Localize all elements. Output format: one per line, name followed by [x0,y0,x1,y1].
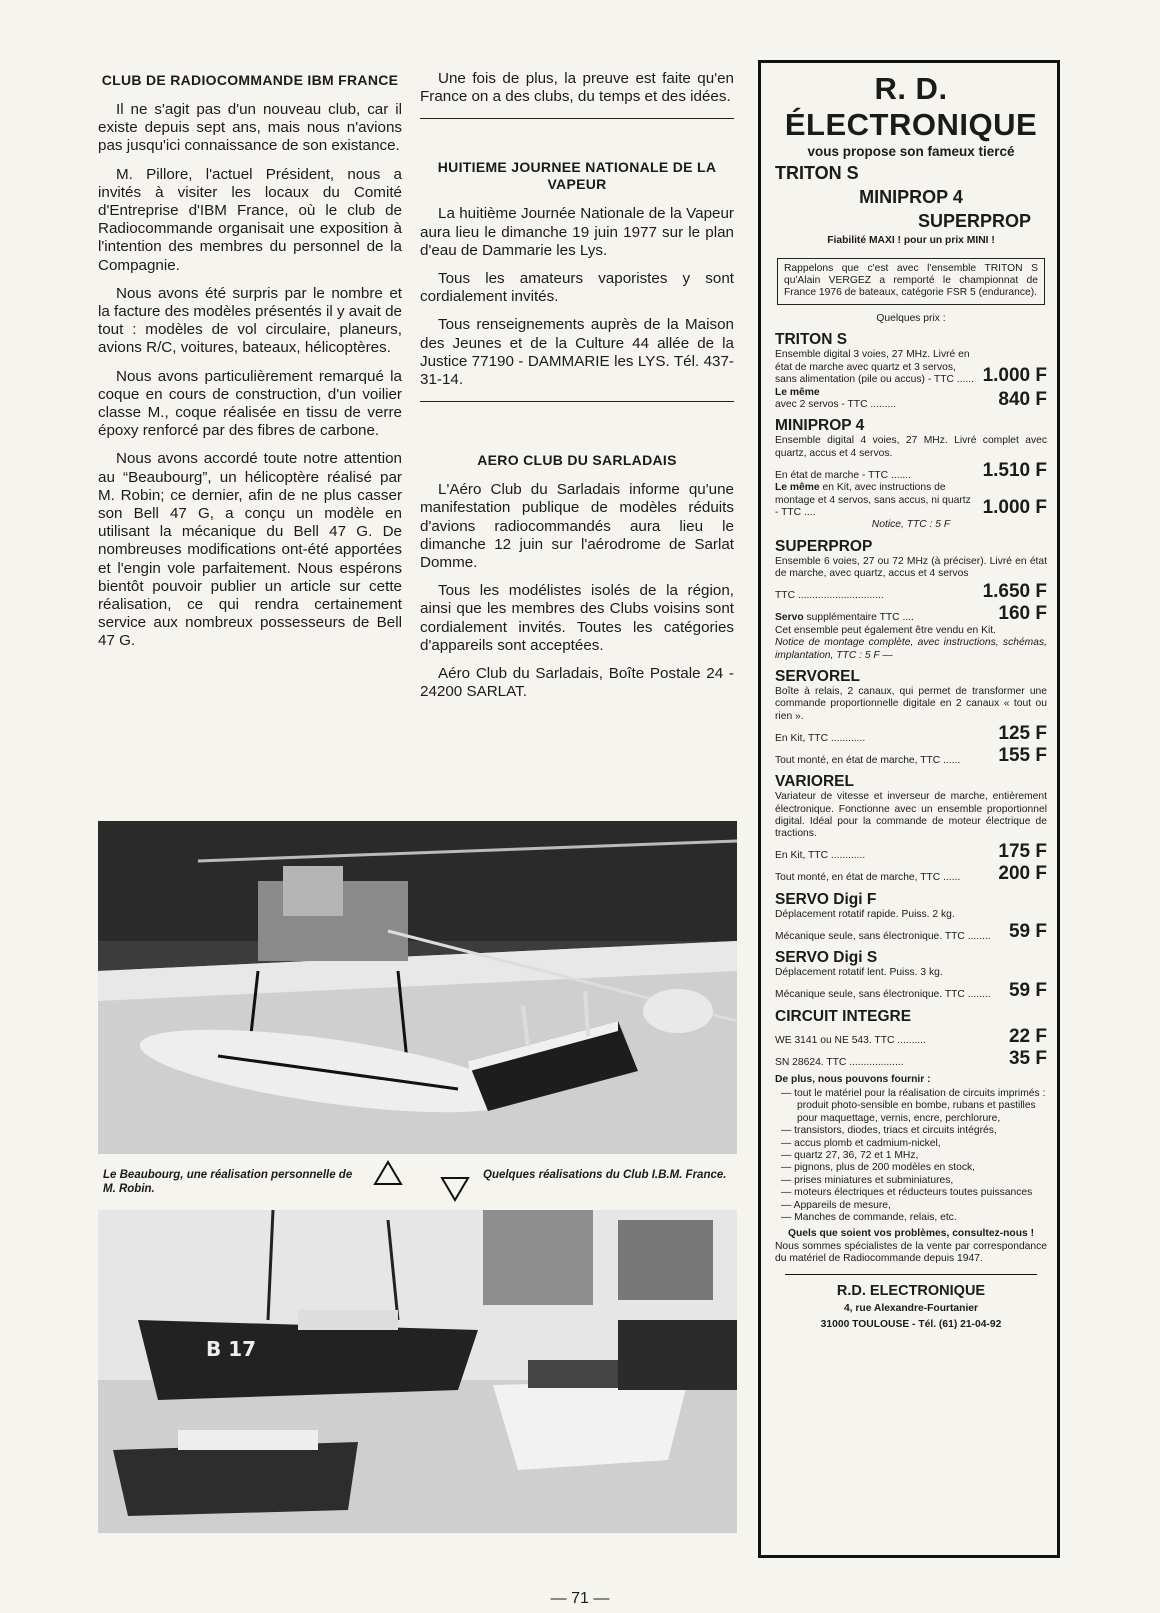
paragraph: Nous avons accordé toute notre attention au “Beaubourg”, un hélicoptère réalisé par M. Robin; ce dernier, afin de ne plus casser son Bell 47 G, a conçu un modèle en utilisant la mécanique du Bell 47 G. De nombreuses modifications ont-été apportées et l'engin vole parfaitement. Nous espérons bientôt pouvoir publier un article sur cette réalisation, ce qui rendra certainement service aux nombreux possesseurs de Bell 47 G. [98,450,402,650]
price-label: En Kit, TTC ............ [775,732,866,744]
extras-item: — Appareils de mesure, [781,1199,891,1211]
price-label: En état de marche - TTC ....... [775,469,912,481]
article-ibm-club [98,72,402,661]
price-value: 59 F [1008,979,1047,1001]
extras-item: — Manches de commande, relais, etc. [781,1212,957,1224]
price-value: 1.000 F [982,497,1047,519]
price-value: 1.000 F [982,364,1047,386]
price-row [775,482,1047,519]
product-servorel: SERVOREL [775,667,860,685]
notice-line: Notice, TTC : 5 F [871,519,951,531]
price-value: 35 F [1008,1047,1047,1069]
price-value: 125 F [998,723,1047,745]
product-servo-digi-s: SERVO Digi S [775,949,878,967]
heading-vapeur: HUITIEME JOURNEE NATIONALE DE LA VAPEUR [437,159,717,193]
product-superprop: SUPERPROP [775,537,873,555]
specialists-line: Nous sommes spécialistes de la vente par correspondance du matériel de Radiocommande depuis 1947. [775,1240,1047,1265]
paragraph: La huitième Journée Nationale de la Vapeur aura lieu le dimanche 19 juin 1977 sur le plan d'eau de Dammarie les Lys. [420,205,734,259]
product-description: Déplacement rotatif rapide. Puiss. 2 kg. [775,908,955,920]
price-label: Mécanique seule, sans électronique. TTC ........ [775,930,991,942]
prices-label: Quelques prix : [876,312,946,324]
price-row [775,723,1047,745]
championship-box: Rappelons que c'est avec l'ensemble TRITON S qu'Alain VERGEZ a remporté le championnat de France 1976 de bateaux, catégorie FSR 5 (endurance). [777,258,1045,305]
product-description: Ensemble digital 4 voies, 27 MHz. Livré complet avec quartz, accus et 4 servos. [775,435,1047,459]
price-label-bold: Le même [775,386,820,398]
paragraph: Nous avons été surpris par le nombre et la facture des modèles présentés il y avait de tout : modèles de vol circulaire, planeurs, avions R/C, voitures, bateaux, hélicoptères. [98,284,402,357]
page-number: — 71 — [550,1590,610,1607]
price-label: SN 28624. TTC ................... [775,1057,904,1069]
paragraph: Tous les modélistes isolés de la région, ainsi que les membres des Clubs voisins sont cordialement invités. Toutes les catégories d'appareils sont acceptées. [420,582,734,654]
price-row [775,745,1047,767]
price-row [775,863,1047,885]
price-value: 200 F [998,862,1047,884]
column-news [420,70,734,711]
price-label [775,482,977,519]
price-row [775,980,1047,1002]
trio-item-1: TRITON S [775,163,859,183]
ad-slogan: Fiabilité MAXI ! pour un prix MINI ! [827,235,995,246]
product-triton: TRITON S [775,331,848,349]
product-variorel: VARIOREL [775,773,854,791]
extras-heading: De plus, nous pouvons fournir : [775,1073,931,1085]
heading-ibm-club: CLUB DE RADIOCOMMANDE IBM FRANCE [101,72,399,88]
product-description: Boîte à relais, 2 canaux, qui permet de transformer une commande proportionnelle digitale en 2 canaux « tout ou rien ». [775,685,1047,722]
extras-item: — moteurs électriques et réducteurs toutes puissances [781,1187,1033,1199]
ad-subtitle: vous propose son fameux tiercé [807,144,1015,159]
footer-company-name: R.D. ELECTRONIQUE [836,1282,986,1299]
photo-beaubourg-helicopter [98,821,737,1154]
price-value: 840 F [998,389,1047,411]
product-note: Cet ensemble peut également être vendu en Kit. [775,624,996,636]
extras-item: — pignons, plus de 200 modèles en stock, [781,1162,976,1174]
price-value: 1.650 F [982,580,1047,602]
paragraph: Il ne s'agit pas d'un nouveau club, car il existe depuis sept ans, mais nous n'avions pas jusqu'ici connaissance de son existance. [98,101,402,155]
paragraph: M. Pillore, l'actuel Président, nous a invités à visiter les locaux du Comité d'Entreprise d'IBM France, où le club de Radiocommande organisait une exposition à l'intention des membres du personnel de la Compagnie. [98,165,402,274]
paragraph: Tous les amateurs vaporistes y sont cordialement invités. [420,270,734,306]
divider [785,1274,1037,1275]
product-description: Ensemble 6 voies, 27 ou 72 MHz (à préciser). Livré en état de marche, avec quartz, accus et 4 servos [775,555,1047,580]
price-row [775,387,1047,412]
price-label: En Kit, TTC ............ [775,850,866,862]
price-label-rest: supplémentaire TTC .... [806,612,914,624]
price-label: Ensemble digital 3 voies, 27 MHz. Livré en état de marche avec quartz et 3 servos, sans alimentation (pile ou accus) - TTC ...... [775,349,974,386]
price-label-rest: avec 2 servos - TTC ......... [775,399,897,411]
price-label: WE 3141 ou NE 543. TTC .......... [775,1035,926,1047]
price-label-rest: en Kit, avec instructions de montage et 4 servos, sans accus, ni quartz - TTC .... [775,482,971,519]
divider [420,118,734,119]
price-value: 160 F [998,602,1047,624]
extras-list [775,1088,1047,1224]
caption-photo-1: Le Beaubourg, une réalisation personnelle de M. Robin. [103,1169,353,1195]
paragraph: Aéro Club du Sarladais, Boîte Postale 24 - 24200 SARLAT. [420,665,734,701]
price-label-bold: Servo [775,612,804,624]
product-description: Déplacement rotatif lent. Puiss. 3 kg. [775,967,943,979]
helicopter-illustration [98,821,737,1154]
price-row [775,349,1047,386]
price-label [775,387,992,412]
product-circuit-integre: CIRCUIT INTEGRE [775,1007,912,1025]
price-row [775,581,1047,603]
problems-line: Quels que soient vos problèmes, consultez-nous ! [787,1228,1035,1240]
price-value: 1.510 F [982,460,1047,482]
boat-number-label: B 17 [206,1337,257,1361]
heading-aero-club: AERO CLUB DU SARLADAIS [477,452,677,469]
trio-item-3: SUPERPROP [917,211,1031,231]
ad-title: R. D. ÉLECTRONIQUE [784,71,1038,142]
product-description: Variateur de vitesse et inverseur de marche, entièrement électronique. Fonctionne avec un ensemble proportionnel digital. Idéal pour la commande de moteur électrique de tractions. [775,791,1047,840]
extras-item: — tout le matériel pour la réalisation de circuits imprimés : produit photo-sensible en bombe, rubans et pastilles pour maquettage, vernis, encre, perchlorure, [781,1087,1046,1124]
product-servo-digi-f: SERVO Digi F [775,890,877,908]
paragraph: Tous renseignements auprès de la Maison des Jeunes et de la Culture 44 allée de la Justice 77190 - DAMMARIE les LYS. Tél. 437-31-14. [420,316,734,389]
price-label: Tout monté, en état de marche, TTC ...... [775,872,961,884]
triangle-up-icon [373,1160,403,1186]
advert-rd-electronique [758,60,1060,1558]
price-label: Tout monté, en état de marche, TTC ...... [775,754,961,766]
price-row [775,921,1047,943]
notice-line: Notice de montage complète, avec instructions, schémas, implantation, TTC : 5 F — [775,637,1047,661]
price-value: 175 F [998,840,1047,862]
intro-paragraph: Une fois de plus, la preuve est faite qu'en France on a des clubs, du temps et des idées. [420,70,734,106]
photo-club-models [98,1210,737,1533]
price-row [775,1026,1047,1048]
paragraph: L'Aéro Club du Sarladais informe qu'une manifestation publique de modèles réduits d'avions radiocommandés aura lieu le dimanche 12 juin sur l'aérodrome de Sarlat Domme. [420,481,734,572]
price-row [775,841,1047,863]
model-boats-illustration [98,1210,737,1533]
product-miniprop: MINIPROP 4 [775,417,865,435]
caption-photo-2: Quelques réalisations du Club I.B.M. France. [483,1169,727,1181]
price-value: 59 F [1008,921,1047,943]
price-label: TTC .............................. [775,590,884,602]
price-label: Mécanique seule, sans électronique. TTC ........ [775,989,991,1001]
price-label [775,612,992,624]
divider [420,401,734,402]
footer-address: 4, rue Alexandre-Fourtanier [843,1302,979,1314]
price-row [775,603,1047,625]
extras-item: — transistors, diodes, triacs et circuits intégrés, [781,1125,997,1137]
price-label-bold: Le même [775,482,820,494]
paragraph: Nous avons particulièrement remarqué la coque en cours de construction, d'un voilier classe M., coque réalisée en tissu de verre époxy renforcé par des fibres de carbone. [98,367,402,440]
extras-item: — quartz 27, 36, 72 et 1 MHz, [781,1150,919,1161]
price-value: 22 F [1008,1025,1047,1047]
trio-item-2: MINIPROP 4 [859,187,963,207]
extras-item: — accus plomb et cadmium-nickel, [781,1137,941,1149]
price-row [775,1048,1047,1070]
triangle-down-icon [440,1176,470,1202]
price-row [775,460,1047,482]
price-value: 155 F [998,745,1047,767]
footer-city-phone: 31000 TOULOUSE - Tél. (61) 21-04-92 [820,1318,1002,1330]
extras-item: — prises miniatures et subminiatures, [781,1174,954,1186]
